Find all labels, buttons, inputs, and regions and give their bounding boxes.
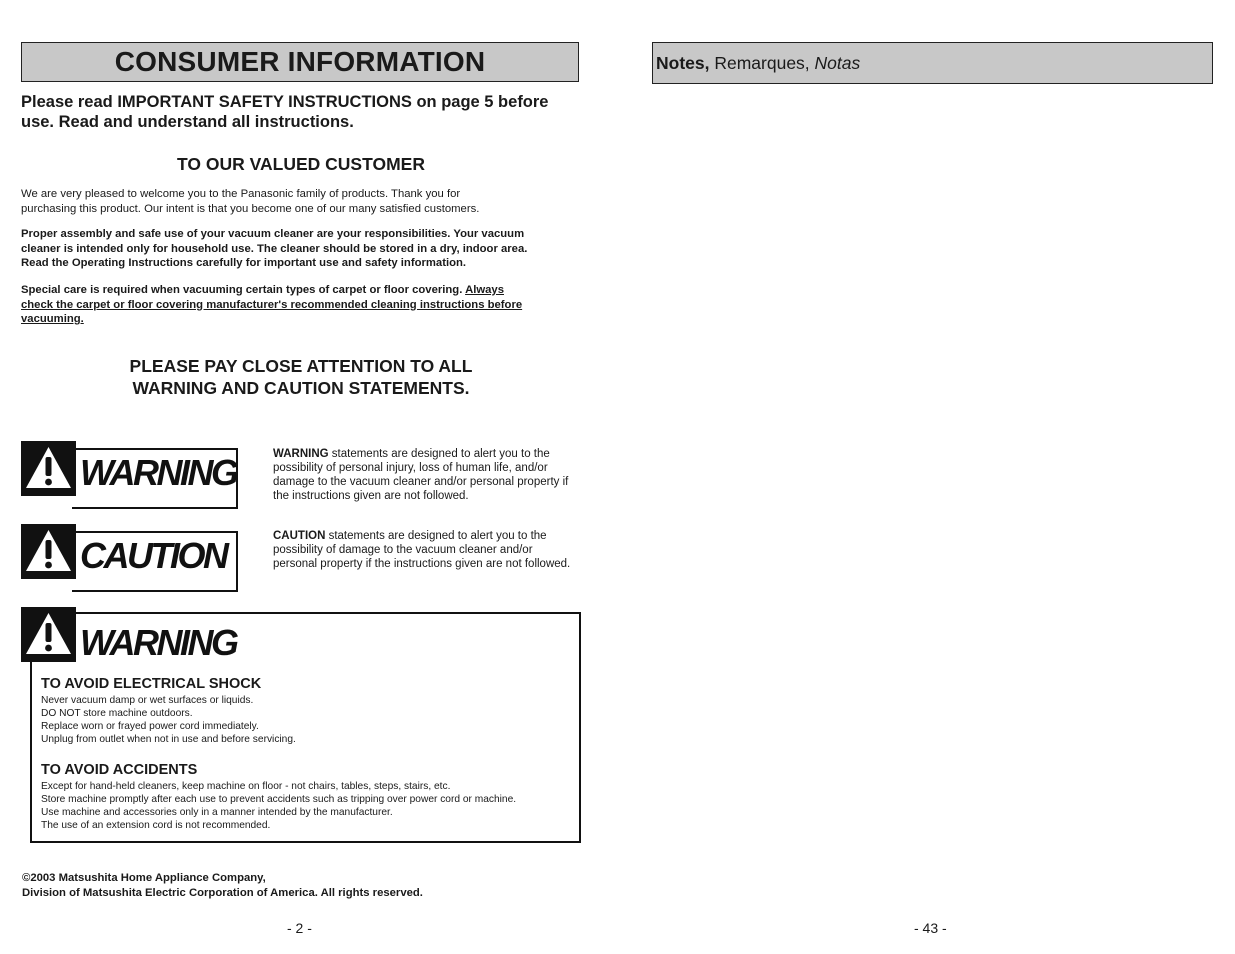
special-care-paragraph: Special care is required when vacuuming certain types of carpet or floor covering. Always check the carpet or floor covering manufacturer's recommended cleaning instructions before vacuuming. xyxy=(21,284,523,325)
notes-label-fr: Remarques, xyxy=(709,53,815,73)
copyright-notice: ©2003 Matsushita Home Appliance Company, Division of Matsushita Electric Corporation of America. All rights reserved. xyxy=(22,872,423,899)
accidents-list xyxy=(41,780,571,832)
page-title: CONSUMER INFORMATION xyxy=(114,46,486,77)
list-item: Use machine and accessories only in a manner intended by the manufacturer. xyxy=(41,807,393,818)
right-page-number: - 43 - xyxy=(914,920,947,936)
list-item: The use of an extension cord is not recommended. xyxy=(41,820,271,831)
electrical-shock-list xyxy=(41,694,571,746)
accidents-heading: TO AVOID ACCIDENTS xyxy=(41,762,198,778)
page-title-bar xyxy=(21,42,579,82)
caution-signal-word: CAUTION xyxy=(80,535,227,576)
list-item: Store machine promptly after each use to prevent accidents such as tripping over power cord or machine. xyxy=(41,794,517,805)
customer-heading: TO OUR VALUED CUSTOMER xyxy=(177,154,425,174)
welcome-paragraph: We are very pleased to welcome you to the Panasonic family of products. Thank you for purchasing this product. Our intent is that you become one of our many satisfied customers. xyxy=(21,188,480,215)
warning-signal-word: WARNING xyxy=(80,452,237,493)
warning-description: WARNING statements are designed to alert you to the possibility of personal injury, loss of human life, and/or damage to the vacuum cleaner and/or personal property if the instructions given are not followed. xyxy=(273,448,569,502)
list-item: Never vacuum damp or wet surfaces or liquids. xyxy=(41,695,254,706)
notes-label-en: Notes, xyxy=(656,53,710,73)
left-page-number: - 2 - xyxy=(287,920,312,936)
caution-description: CAUTION statements are designed to alert you to the possibility of damage to the vacuum cleaner and/or personal property if the instructions given are not followed. xyxy=(273,530,571,570)
electrical-shock-heading: TO AVOID ELECTRICAL SHOCK xyxy=(41,676,262,692)
list-item: DO NOT store machine outdoors. xyxy=(41,708,193,719)
notes-title-bar xyxy=(652,42,1213,84)
responsibility-paragraph: Proper assembly and safe use of your vacuum cleaner are your responsibilities. Your vacuum cleaner is intended only for household use. The cleaner should be stored in a dry, indoor area. Read the Operating Instructions carefully for important use and safety information. xyxy=(21,228,528,269)
box-warning-signal-word: WARNING xyxy=(80,622,237,663)
list-item: Unplug from outlet when not in use and before servicing. xyxy=(41,734,296,745)
warning-triangle-icon xyxy=(21,441,76,496)
attention-heading: PLEASE PAY CLOSE ATTENTION TO ALL WARNING AND CAUTION STATEMENTS. xyxy=(129,356,473,398)
notes-label-es: Notas xyxy=(814,53,861,73)
list-item: Replace worn or frayed power cord immediately. xyxy=(41,721,259,732)
safety-intro: Please read IMPORTANT SAFETY INSTRUCTIONS on page 5 before use. Read and understand all instructions. xyxy=(21,93,549,131)
list-item: Except for hand-held cleaners, keep machine on floor - not chairs, tables, steps, stairs, etc. xyxy=(41,781,451,792)
caution-triangle-icon xyxy=(21,524,76,579)
box-warning-triangle-icon xyxy=(21,607,76,662)
